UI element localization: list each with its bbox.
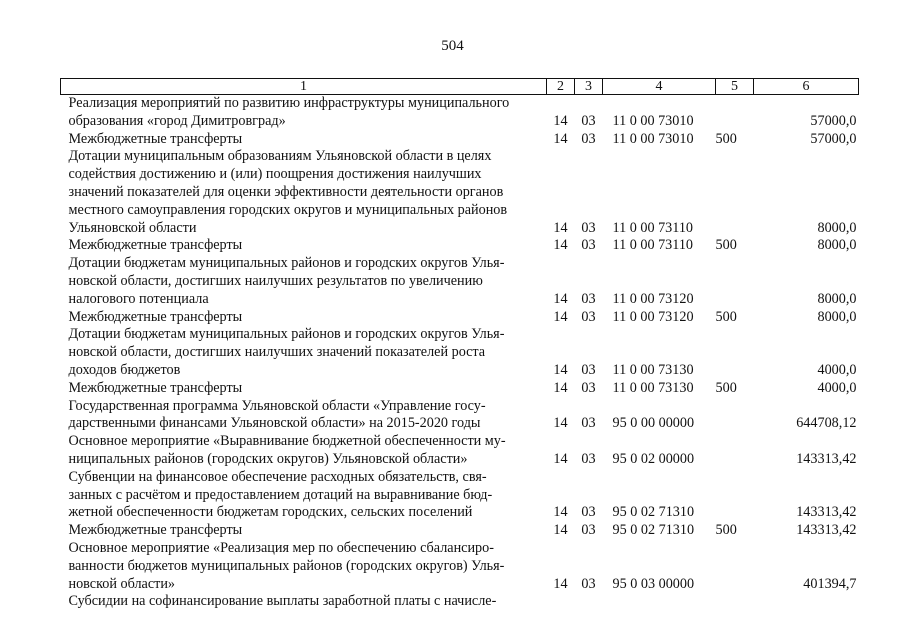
expense-type-code: 500 xyxy=(715,237,737,254)
subsection-code: 03 xyxy=(581,504,596,521)
description-line: новской области, достигших наилучших результатов по увеличению xyxy=(68,272,483,289)
section-code: 14 xyxy=(553,415,568,432)
description-line: Межбюджетные трансферты xyxy=(68,237,243,254)
table-row xyxy=(61,593,859,611)
description-line: новской области, достигших наилучших значений показателей роста xyxy=(68,344,486,361)
target-article-code: 95 0 02 71310 xyxy=(612,522,695,539)
table-header xyxy=(61,79,859,95)
target-article-code: 95 0 03 00000 xyxy=(612,575,695,592)
amount: 8000,0 xyxy=(817,219,857,236)
description-line: Дотации бюджетам муниципальных районов и городских округов Улья- xyxy=(68,326,505,343)
description-line: Ульяновской области xyxy=(68,219,197,236)
header-col-2: 2 xyxy=(547,79,575,95)
target-article-code xyxy=(603,593,716,611)
amount: 4000,0 xyxy=(817,361,857,378)
expense-type-code: 500 xyxy=(715,522,737,539)
amount: 57000,0 xyxy=(810,112,857,129)
section-code: 14 xyxy=(553,522,568,539)
section-code: 14 xyxy=(553,290,568,307)
section-code: 14 xyxy=(553,308,568,325)
target-article-code: 95 0 02 71310 xyxy=(612,504,695,521)
amount: 143313,42 xyxy=(796,522,857,539)
description-line: местного самоуправления городских округов и муниципальных районов xyxy=(68,201,508,218)
row-description xyxy=(61,309,547,327)
amount: 644708,12 xyxy=(796,415,857,432)
subsection-code: 03 xyxy=(581,575,596,592)
subsection-code: 03 xyxy=(581,219,596,236)
expense-type-code xyxy=(716,469,754,522)
expense-type-code xyxy=(716,326,754,379)
description-line: налогового потенциала xyxy=(68,290,209,307)
description-line: значений показателей для оценки эффективности деятельности органов xyxy=(68,183,504,200)
table-row xyxy=(61,469,859,522)
description-line: новской области» xyxy=(68,575,176,592)
amount: 8000,0 xyxy=(817,237,857,254)
expense-type-code xyxy=(716,433,754,469)
description-line: Дотации муниципальным образованиям Ульяновской области в целях xyxy=(68,148,492,165)
expense-type-code xyxy=(716,255,754,308)
subsection-code xyxy=(575,593,603,611)
description-line: образования «город Димитровград» xyxy=(68,112,286,129)
target-article-code: 95 0 02 00000 xyxy=(612,450,695,467)
row-description xyxy=(61,148,547,237)
section-code: 14 xyxy=(553,450,568,467)
expense-type-code xyxy=(716,148,754,237)
subsection-code: 03 xyxy=(581,415,596,432)
target-article-code: 95 0 00 00000 xyxy=(612,415,695,432)
description-line: Субсидии на софинансирование выплаты заработной платы с начисле- xyxy=(68,593,497,610)
section-code: 14 xyxy=(553,575,568,592)
target-article-code: 11 0 00 73110 xyxy=(612,219,694,236)
description-line: Государственная программа Ульяновской области «Управление госу- xyxy=(68,397,486,414)
section-code xyxy=(547,593,575,611)
table-row xyxy=(61,522,859,540)
row-description xyxy=(61,237,547,255)
table-body xyxy=(61,95,859,612)
amount: 8000,0 xyxy=(817,290,857,307)
section-code: 14 xyxy=(553,237,568,254)
description-line: дарственными финансами Ульяновской области» на 2015-2020 годы xyxy=(68,415,481,432)
subsection-code: 03 xyxy=(581,361,596,378)
description-line: ванности бюджетов муниципальных районов (городских округов) Улья- xyxy=(68,557,505,574)
expense-type-code xyxy=(716,540,754,593)
table-row xyxy=(61,326,859,379)
row-description xyxy=(61,522,547,540)
description-line: ниципальных районов (городских округов) Ульяновской области» xyxy=(68,450,468,467)
section-code: 14 xyxy=(553,361,568,378)
description-line: доходов бюджетов xyxy=(68,361,181,378)
amount: 143313,42 xyxy=(796,504,857,521)
row-description xyxy=(61,593,547,611)
table-row xyxy=(61,380,859,398)
row-description xyxy=(61,255,547,308)
description-line: содействия достижению и (или) поощрения достижения наилучших xyxy=(68,166,482,183)
row-description xyxy=(61,131,547,149)
description-line: Субвенции на финансовое обеспечение расходных обязательств, свя- xyxy=(68,468,487,485)
expense-type-code xyxy=(716,593,754,611)
header-row xyxy=(61,79,859,95)
subsection-code: 03 xyxy=(581,290,596,307)
amount: 4000,0 xyxy=(817,379,857,396)
subsection-code: 03 xyxy=(581,308,596,325)
row-description xyxy=(61,380,547,398)
section-code: 14 xyxy=(553,112,568,129)
description-line: Межбюджетные трансферты xyxy=(68,130,243,147)
target-article-code: 11 0 00 73120 xyxy=(612,290,694,307)
subsection-code: 03 xyxy=(581,450,596,467)
section-code: 14 xyxy=(553,219,568,236)
header-col-3: 3 xyxy=(575,79,603,95)
amount: 401394,7 xyxy=(803,575,857,592)
budget-table xyxy=(60,78,859,611)
amount: 8000,0 xyxy=(817,308,857,325)
row-description xyxy=(61,469,547,522)
subsection-code: 03 xyxy=(581,237,596,254)
description-line: Межбюджетные трансферты xyxy=(68,522,243,539)
target-article-code: 11 0 00 73120 xyxy=(612,308,694,325)
subsection-code: 03 xyxy=(581,112,596,129)
header-col-6: 6 xyxy=(754,79,859,95)
target-article-code: 11 0 00 73110 xyxy=(612,237,694,254)
description-line: занных с расчётом и предоставлением дотаций на выравнивание бюд- xyxy=(68,486,493,503)
table-row xyxy=(61,309,859,327)
subsection-code: 03 xyxy=(581,379,596,396)
page-number: 504 xyxy=(441,38,464,54)
section-code: 14 xyxy=(553,379,568,396)
table-row xyxy=(61,95,859,131)
target-article-code: 11 0 00 73130 xyxy=(612,379,694,396)
row-description xyxy=(61,95,547,131)
section-code: 14 xyxy=(553,504,568,521)
amount: 143313,42 xyxy=(796,450,857,467)
description-line: Межбюджетные трансферты xyxy=(68,379,243,396)
table-row xyxy=(61,540,859,593)
table-row xyxy=(61,131,859,149)
description-line: Межбюджетные трансферты xyxy=(68,308,243,325)
expense-type-code: 500 xyxy=(715,130,737,147)
description-line: Дотации бюджетам муниципальных районов и городских округов Улья- xyxy=(68,255,505,272)
header-col-1: 1 xyxy=(61,79,547,95)
header-col-5: 5 xyxy=(716,79,754,95)
row-description xyxy=(61,398,547,434)
amount xyxy=(754,593,859,611)
table-row xyxy=(61,255,859,308)
target-article-code: 11 0 00 73010 xyxy=(612,112,694,129)
description-line: Основное мероприятие «Выравнивание бюджетной обеспеченности му- xyxy=(68,433,506,450)
table-row xyxy=(61,398,859,434)
subsection-code: 03 xyxy=(581,130,596,147)
description-line: жетной обеспеченности бюджетам городских, сельских поселений xyxy=(68,504,473,521)
table-row xyxy=(61,148,859,237)
table-row xyxy=(61,237,859,255)
amount: 57000,0 xyxy=(810,130,857,147)
description-line: Реализация мероприятий по развитию инфраструктуры муниципального xyxy=(68,95,510,111)
row-description xyxy=(61,433,547,469)
subsection-code: 03 xyxy=(581,522,596,539)
description-line: Основное мероприятие «Реализация мер по обеспечению сбалансиро- xyxy=(68,539,494,556)
row-description xyxy=(61,540,547,593)
row-description xyxy=(61,326,547,379)
expense-type-code: 500 xyxy=(715,308,737,325)
expense-type-code xyxy=(716,398,754,434)
expense-type-code: 500 xyxy=(715,379,737,396)
table-row xyxy=(61,433,859,469)
target-article-code: 11 0 00 73130 xyxy=(612,361,694,378)
expense-type-code xyxy=(716,95,754,131)
header-col-4: 4 xyxy=(603,79,716,95)
target-article-code: 11 0 00 73010 xyxy=(612,130,694,147)
section-code: 14 xyxy=(553,130,568,147)
